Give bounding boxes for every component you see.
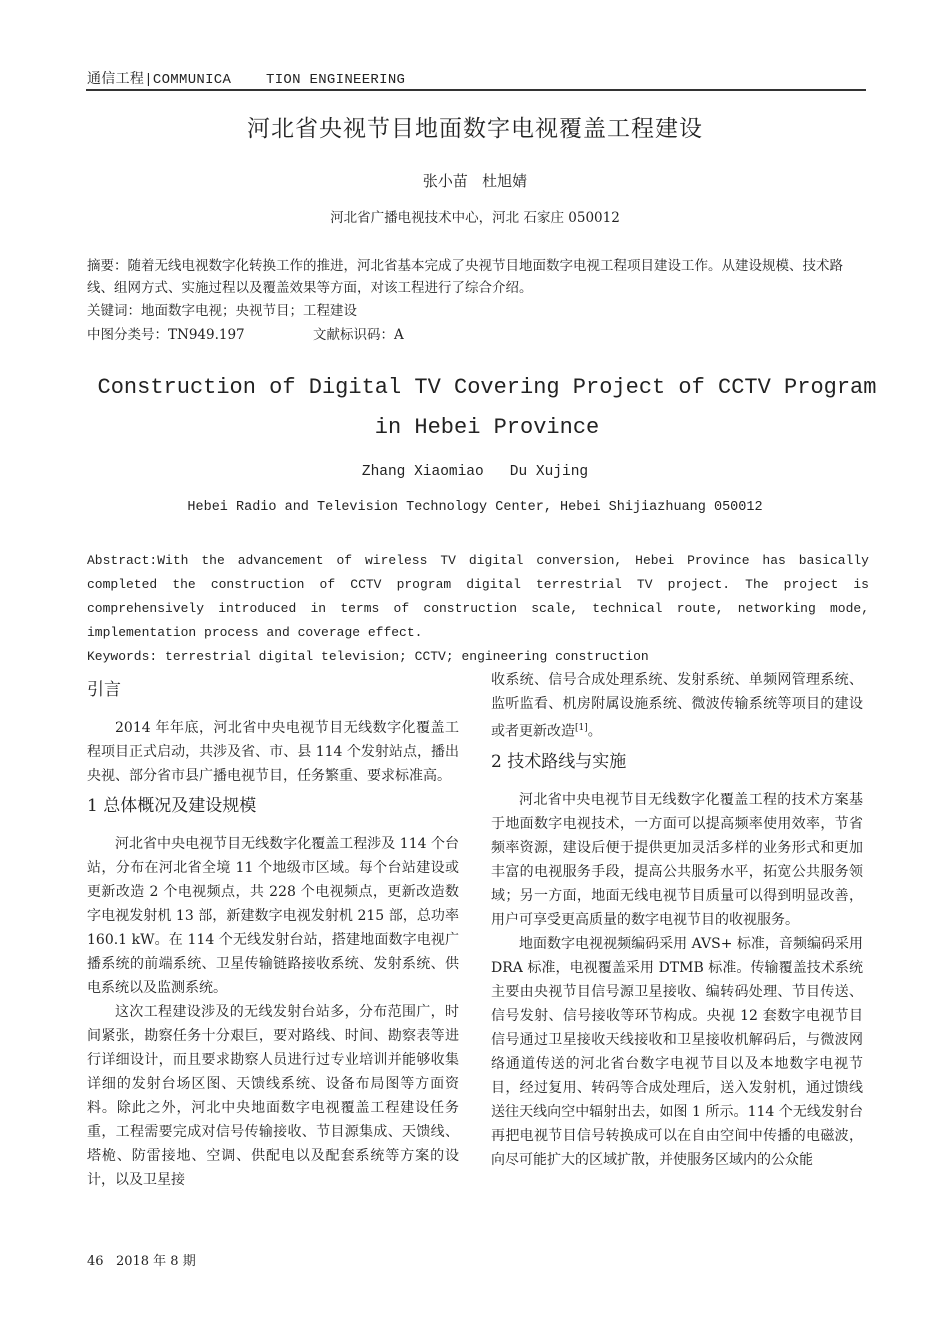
document-code: 文献标识码：A xyxy=(312,327,404,343)
authors-cn: 张小苗 杜旭婧 xyxy=(422,172,528,190)
affiliation-cn: 河北省广播电视技术中心，河北 石家庄 050012 xyxy=(330,210,620,226)
paragraph-tech-2: 地面数字电视视频编码采用 AVS+ 标准，音频编码采用 DRA 标准，电视覆盖采用 DTMB 标准。传输覆盖技术系统主要由央视节目信号源卫星接收、编转码处理、节目传送、信号发射、信号接收等环节构成。央视 12 套数字电视节目信号通过卫星接收天线接收和卫星接收机解码后，与微波网络通道传送的河北省台数字电视节目以及本地数字电视节目，经过复用、转码等合成处理后，送入发射机，通过馈线送往天线向空中辐射出去，如图 1 所示。114 个无线发射台再把电视节目信号转换成可以在自由空间中传播的电磁波，向尽可能扩大的区域扩散，并使服务区域内的公众能 xyxy=(491,935,863,1168)
section-heading-2: 2 技术路线与实施 xyxy=(491,751,627,772)
header-rule xyxy=(86,89,866,91)
keywords-en: Keywords: terrestrial digital television; CCTV; engineering construction xyxy=(87,649,649,664)
paragraph-continued: 收系统、信号合成处理系统、发射系统、单频网管理系统、监听监看、机房附属设施系统、微波传输系统等项目的建设或者更新改造[1]。 xyxy=(491,672,863,740)
classification-number: 中图分类号：TN949.197 xyxy=(87,327,245,343)
authors-en: Zhang Xiaomiao Du Xujing xyxy=(361,464,589,480)
title-cn: 河北省央视节目地面数字电视覆盖工程建设 xyxy=(247,116,703,142)
right-column xyxy=(491,668,863,1172)
section-heading-1: 1 总体概况及建设规模 xyxy=(87,796,257,816)
classification-line xyxy=(87,324,869,346)
paragraph-1: 河北省中央电视节目无线数字化覆盖工程涉及 114 个台站，分布在河北省全境 11 个地级市区域。每个台站建设或更新改造 2 个电视频点，共 228 个电视频点，更新改造数字电视发射机 13 部，新建数字电视发射机 215 部，总功率 160.1 kW。在 114 个无线发射台站，搭建地面数字电视广播系统的前端系统、卫星传输链路接收系统、发射系统、供电系统以及监测系统。 xyxy=(87,836,459,996)
abstract-cn: 摘要：随着无线电视数字化转换工作的推进，河北省基本完成了央视节目地面数字电视工程项目建设工作。从建设规模、技术路线、组网方式、实施过程以及覆盖效果等方面，对该工程进行了综合介绍。 xyxy=(87,258,843,296)
title-en: Construction of Digital TV Covering Project of CCTV Program in Hebei Province xyxy=(97,375,877,440)
abstract-en: Abstract:With the advancement of wireless TV digital conversion, Hebei Province has basically completed the construction of CCTV program digital terrestrial TV project. The project is comprehensively introduced in terms of construction scale, technical route, networking mode, implementation process and coverage effect. xyxy=(87,553,869,640)
keywords-cn: 关键词：地面数字电视；央视节目；工程建设 xyxy=(87,303,357,319)
page-footer: 46 2018 年 8 期 xyxy=(87,1254,196,1269)
paragraph-intro: 2014 年年底，河北省中央电视节目无线数字化覆盖工程项目正式启动，共涉及省、市、县 114 个发射站点，播出央视、部分省市县广播电视节目，任务繁重、要求标准高。 xyxy=(87,720,459,784)
journal-header: 通信工程|COMMUNICA TION ENGINEERING xyxy=(87,72,406,88)
paragraph-tech-1: 河北省中央电视节目无线数字化覆盖工程的技术方案基于地面数字电视技术，一方面可以提高频率使用效率，节省频率资源，建设后便于提供更加灵活多样的业务形式和更加丰富的电视服务手段，提高公共服务水平，拓宽公共服务领域；另一方面，地面无线电视节目质量可以得到明显改善，用户可享受更高质量的数字电视节目的收视服务。 xyxy=(491,791,863,928)
abstract-en-block xyxy=(87,549,869,669)
affiliation-en: Hebei Radio and Television Technology Center, Hebei Shijiazhuang 050012 xyxy=(187,500,763,515)
paragraph-2: 这次工程建设涉及的无线发射台站多，分布范围广，时间紧张，勘察任务十分艰巨，要对路线、时间、勘察表等进行详细设计，而且要求勘察人员进行过专业培训并能够收集详细的发射台场区图、天馈线系统、设备布局图等方面资料。除此之外，河北中央地面数字电视覆盖工程建设任务重，工程需要完成对信号传输接收、节目源集成、天馈线、塔桅、防雷接地、空调、供配电以及配套系统等方案的设计，以及卫星接 xyxy=(87,1004,459,1188)
left-column xyxy=(87,678,459,1192)
section-heading-intro: 引言 xyxy=(87,680,121,700)
reference-marker: [1] xyxy=(575,723,588,733)
